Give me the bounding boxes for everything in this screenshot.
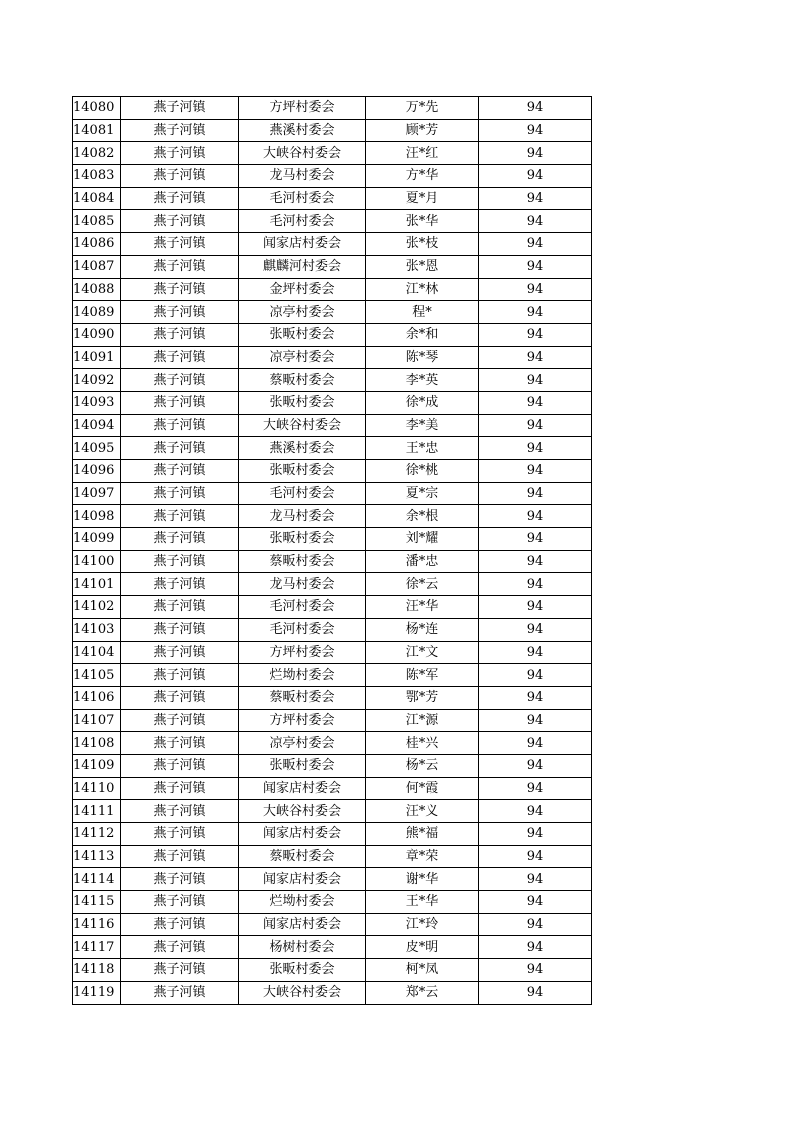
cell-village: 蔡畈村委会 xyxy=(239,550,366,573)
cell-name: 杨*连 xyxy=(366,618,479,641)
table-row xyxy=(73,641,592,664)
cell-town: 燕子河镇 xyxy=(121,369,239,392)
cell-village: 毛河村委会 xyxy=(239,187,366,210)
cell-name: 柯*凤 xyxy=(366,959,479,982)
table-row xyxy=(73,550,592,573)
cell-town: 燕子河镇 xyxy=(121,981,239,1004)
cell-village: 张畈村委会 xyxy=(239,959,366,982)
cell-village: 大峡谷村委会 xyxy=(239,414,366,437)
cell-village: 凉亭村委会 xyxy=(239,301,366,324)
cell-id: 14107 xyxy=(73,709,121,732)
cell-name: 程* xyxy=(366,301,479,324)
table-row xyxy=(73,732,592,755)
table-row xyxy=(73,187,592,210)
cell-id: 14093 xyxy=(73,391,121,414)
table-row xyxy=(73,391,592,414)
cell-id: 14117 xyxy=(73,936,121,959)
cell-town: 燕子河镇 xyxy=(121,142,239,165)
table-row xyxy=(73,891,592,914)
cell-id: 14102 xyxy=(73,596,121,619)
cell-score: 94 xyxy=(479,618,592,641)
cell-village: 张畈村委会 xyxy=(239,323,366,346)
table-row xyxy=(73,437,592,460)
cell-town: 燕子河镇 xyxy=(121,709,239,732)
cell-name: 徐*云 xyxy=(366,573,479,596)
cell-id: 14085 xyxy=(73,210,121,233)
cell-village: 燕溪村委会 xyxy=(239,119,366,142)
cell-id: 14088 xyxy=(73,278,121,301)
cell-town: 燕子河镇 xyxy=(121,664,239,687)
cell-town: 燕子河镇 xyxy=(121,97,239,120)
table-body xyxy=(73,97,592,1005)
cell-town: 燕子河镇 xyxy=(121,777,239,800)
table-row xyxy=(73,233,592,256)
cell-score: 94 xyxy=(479,845,592,868)
table-row xyxy=(73,278,592,301)
cell-name: 鄂*芳 xyxy=(366,686,479,709)
cell-town: 燕子河镇 xyxy=(121,913,239,936)
cell-town: 燕子河镇 xyxy=(121,233,239,256)
cell-town: 燕子河镇 xyxy=(121,868,239,891)
cell-score: 94 xyxy=(479,278,592,301)
cell-village: 烂坳村委会 xyxy=(239,891,366,914)
cell-score: 94 xyxy=(479,891,592,914)
cell-town: 燕子河镇 xyxy=(121,505,239,528)
cell-id: 14119 xyxy=(73,981,121,1004)
cell-village: 蔡畈村委会 xyxy=(239,369,366,392)
cell-score: 94 xyxy=(479,664,592,687)
cell-village: 毛河村委会 xyxy=(239,482,366,505)
cell-village: 张畈村委会 xyxy=(239,460,366,483)
cell-id: 14090 xyxy=(73,323,121,346)
cell-name: 顾*芳 xyxy=(366,119,479,142)
cell-score: 94 xyxy=(479,119,592,142)
table-row xyxy=(73,255,592,278)
cell-town: 燕子河镇 xyxy=(121,414,239,437)
cell-score: 94 xyxy=(479,301,592,324)
cell-name: 江*林 xyxy=(366,278,479,301)
cell-name: 何*霞 xyxy=(366,777,479,800)
cell-score: 94 xyxy=(479,165,592,188)
cell-score: 94 xyxy=(479,505,592,528)
cell-town: 燕子河镇 xyxy=(121,686,239,709)
cell-id: 14084 xyxy=(73,187,121,210)
cell-id: 14098 xyxy=(73,505,121,528)
cell-name: 陈*琴 xyxy=(366,346,479,369)
cell-town: 燕子河镇 xyxy=(121,573,239,596)
cell-name: 李*英 xyxy=(366,369,479,392)
cell-score: 94 xyxy=(479,323,592,346)
cell-village: 金坪村委会 xyxy=(239,278,366,301)
cell-name: 张*恩 xyxy=(366,255,479,278)
cell-village: 龙马村委会 xyxy=(239,165,366,188)
table-row xyxy=(73,528,592,551)
cell-score: 94 xyxy=(479,686,592,709)
cell-name: 王*华 xyxy=(366,891,479,914)
cell-id: 14105 xyxy=(73,664,121,687)
cell-town: 燕子河镇 xyxy=(121,278,239,301)
table-row xyxy=(73,913,592,936)
cell-town: 燕子河镇 xyxy=(121,346,239,369)
cell-village: 大峡谷村委会 xyxy=(239,142,366,165)
cell-id: 14118 xyxy=(73,959,121,982)
cell-id: 14112 xyxy=(73,823,121,846)
cell-id: 14111 xyxy=(73,800,121,823)
cell-town: 燕子河镇 xyxy=(121,482,239,505)
cell-id: 14116 xyxy=(73,913,121,936)
cell-score: 94 xyxy=(479,777,592,800)
cell-name: 皮*明 xyxy=(366,936,479,959)
cell-score: 94 xyxy=(479,233,592,256)
cell-id: 14113 xyxy=(73,845,121,868)
cell-village: 龙马村委会 xyxy=(239,505,366,528)
cell-village: 毛河村委会 xyxy=(239,596,366,619)
cell-name: 徐*桃 xyxy=(366,460,479,483)
table-row xyxy=(73,369,592,392)
table-row xyxy=(73,777,592,800)
table-row xyxy=(73,596,592,619)
table-row xyxy=(73,686,592,709)
cell-id: 14106 xyxy=(73,686,121,709)
table-row xyxy=(73,460,592,483)
cell-score: 94 xyxy=(479,641,592,664)
table-row xyxy=(73,845,592,868)
cell-village: 闻家店村委会 xyxy=(239,913,366,936)
table-row xyxy=(73,414,592,437)
cell-town: 燕子河镇 xyxy=(121,165,239,188)
cell-town: 燕子河镇 xyxy=(121,959,239,982)
cell-id: 14114 xyxy=(73,868,121,891)
cell-id: 14094 xyxy=(73,414,121,437)
cell-score: 94 xyxy=(479,732,592,755)
cell-town: 燕子河镇 xyxy=(121,391,239,414)
cell-town: 燕子河镇 xyxy=(121,845,239,868)
cell-id: 14096 xyxy=(73,460,121,483)
cell-score: 94 xyxy=(479,981,592,1004)
cell-village: 蔡畈村委会 xyxy=(239,845,366,868)
cell-score: 94 xyxy=(479,414,592,437)
table-row xyxy=(73,323,592,346)
cell-name: 汪*红 xyxy=(366,142,479,165)
table-row xyxy=(73,346,592,369)
cell-village: 闻家店村委会 xyxy=(239,777,366,800)
table-row xyxy=(73,165,592,188)
cell-score: 94 xyxy=(479,709,592,732)
cell-village: 方坪村委会 xyxy=(239,641,366,664)
cell-name: 江*源 xyxy=(366,709,479,732)
cell-name: 江*玲 xyxy=(366,913,479,936)
cell-name: 杨*云 xyxy=(366,754,479,777)
cell-score: 94 xyxy=(479,97,592,120)
cell-id: 14080 xyxy=(73,97,121,120)
cell-name: 夏*宗 xyxy=(366,482,479,505)
cell-village: 张畈村委会 xyxy=(239,528,366,551)
cell-score: 94 xyxy=(479,528,592,551)
table-row xyxy=(73,505,592,528)
cell-name: 夏*月 xyxy=(366,187,479,210)
cell-town: 燕子河镇 xyxy=(121,936,239,959)
cell-town: 燕子河镇 xyxy=(121,255,239,278)
cell-name: 徐*成 xyxy=(366,391,479,414)
table-row xyxy=(73,868,592,891)
cell-name: 潘*忠 xyxy=(366,550,479,573)
cell-score: 94 xyxy=(479,142,592,165)
cell-name: 张*华 xyxy=(366,210,479,233)
table-row xyxy=(73,754,592,777)
cell-name: 郑*云 xyxy=(366,981,479,1004)
cell-score: 94 xyxy=(479,460,592,483)
cell-name: 桂*兴 xyxy=(366,732,479,755)
cell-town: 燕子河镇 xyxy=(121,732,239,755)
table-row xyxy=(73,981,592,1004)
cell-village: 闻家店村委会 xyxy=(239,868,366,891)
cell-id: 14092 xyxy=(73,369,121,392)
cell-village: 蔡畈村委会 xyxy=(239,686,366,709)
cell-id: 14082 xyxy=(73,142,121,165)
cell-name: 江*文 xyxy=(366,641,479,664)
cell-town: 燕子河镇 xyxy=(121,210,239,233)
cell-name: 余*和 xyxy=(366,323,479,346)
cell-town: 燕子河镇 xyxy=(121,437,239,460)
cell-town: 燕子河镇 xyxy=(121,891,239,914)
cell-score: 94 xyxy=(479,187,592,210)
cell-village: 凉亭村委会 xyxy=(239,732,366,755)
cell-score: 94 xyxy=(479,550,592,573)
cell-village: 烂坳村委会 xyxy=(239,664,366,687)
cell-id: 14110 xyxy=(73,777,121,800)
table-row xyxy=(73,97,592,120)
cell-village: 方坪村委会 xyxy=(239,709,366,732)
cell-town: 燕子河镇 xyxy=(121,823,239,846)
cell-score: 94 xyxy=(479,936,592,959)
cell-town: 燕子河镇 xyxy=(121,596,239,619)
cell-village: 方坪村委会 xyxy=(239,97,366,120)
cell-score: 94 xyxy=(479,210,592,233)
cell-village: 张畈村委会 xyxy=(239,754,366,777)
cell-name: 熊*福 xyxy=(366,823,479,846)
cell-village: 闻家店村委会 xyxy=(239,823,366,846)
cell-name: 谢*华 xyxy=(366,868,479,891)
cell-id: 14083 xyxy=(73,165,121,188)
table-row xyxy=(73,119,592,142)
cell-id: 14081 xyxy=(73,119,121,142)
table-row xyxy=(73,618,592,641)
cell-village: 张畈村委会 xyxy=(239,391,366,414)
cell-village: 龙马村委会 xyxy=(239,573,366,596)
cell-village: 大峡谷村委会 xyxy=(239,800,366,823)
cell-score: 94 xyxy=(479,437,592,460)
cell-score: 94 xyxy=(479,573,592,596)
cell-id: 14103 xyxy=(73,618,121,641)
cell-name: 汪*华 xyxy=(366,596,479,619)
data-table xyxy=(72,96,592,1005)
cell-id: 14095 xyxy=(73,437,121,460)
table-row xyxy=(73,482,592,505)
cell-score: 94 xyxy=(479,913,592,936)
table-row xyxy=(73,573,592,596)
cell-score: 94 xyxy=(479,823,592,846)
cell-id: 14087 xyxy=(73,255,121,278)
cell-score: 94 xyxy=(479,800,592,823)
cell-village: 凉亭村委会 xyxy=(239,346,366,369)
cell-town: 燕子河镇 xyxy=(121,754,239,777)
cell-score: 94 xyxy=(479,596,592,619)
cell-score: 94 xyxy=(479,255,592,278)
table-row xyxy=(73,301,592,324)
cell-village: 毛河村委会 xyxy=(239,618,366,641)
cell-name: 余*根 xyxy=(366,505,479,528)
cell-town: 燕子河镇 xyxy=(121,301,239,324)
cell-id: 14104 xyxy=(73,641,121,664)
table-row xyxy=(73,142,592,165)
cell-name: 张*枝 xyxy=(366,233,479,256)
table-row xyxy=(73,959,592,982)
cell-name: 王*忠 xyxy=(366,437,479,460)
cell-town: 燕子河镇 xyxy=(121,550,239,573)
cell-score: 94 xyxy=(479,346,592,369)
cell-score: 94 xyxy=(479,959,592,982)
cell-village: 毛河村委会 xyxy=(239,210,366,233)
cell-id: 14099 xyxy=(73,528,121,551)
cell-town: 燕子河镇 xyxy=(121,323,239,346)
cell-village: 燕溪村委会 xyxy=(239,437,366,460)
cell-village: 杨树村委会 xyxy=(239,936,366,959)
table-row xyxy=(73,709,592,732)
cell-score: 94 xyxy=(479,391,592,414)
cell-name: 章*荣 xyxy=(366,845,479,868)
cell-name: 万*先 xyxy=(366,97,479,120)
cell-id: 14115 xyxy=(73,891,121,914)
table-row xyxy=(73,210,592,233)
cell-name: 刘*耀 xyxy=(366,528,479,551)
cell-town: 燕子河镇 xyxy=(121,641,239,664)
cell-town: 燕子河镇 xyxy=(121,187,239,210)
cell-town: 燕子河镇 xyxy=(121,460,239,483)
cell-score: 94 xyxy=(479,482,592,505)
cell-town: 燕子河镇 xyxy=(121,528,239,551)
cell-name: 汪*义 xyxy=(366,800,479,823)
cell-id: 14086 xyxy=(73,233,121,256)
cell-town: 燕子河镇 xyxy=(121,618,239,641)
cell-id: 14097 xyxy=(73,482,121,505)
table-row xyxy=(73,664,592,687)
cell-score: 94 xyxy=(479,754,592,777)
table-row xyxy=(73,800,592,823)
cell-score: 94 xyxy=(479,369,592,392)
cell-id: 14089 xyxy=(73,301,121,324)
cell-id: 14109 xyxy=(73,754,121,777)
cell-town: 燕子河镇 xyxy=(121,119,239,142)
cell-name: 李*美 xyxy=(366,414,479,437)
cell-score: 94 xyxy=(479,868,592,891)
cell-name: 陈*军 xyxy=(366,664,479,687)
table-row xyxy=(73,936,592,959)
cell-name: 方*华 xyxy=(366,165,479,188)
cell-id: 14108 xyxy=(73,732,121,755)
cell-village: 大峡谷村委会 xyxy=(239,981,366,1004)
cell-id: 14101 xyxy=(73,573,121,596)
cell-village: 麒麟河村委会 xyxy=(239,255,366,278)
table-row xyxy=(73,823,592,846)
cell-town: 燕子河镇 xyxy=(121,800,239,823)
cell-village: 闻家店村委会 xyxy=(239,233,366,256)
cell-id: 14100 xyxy=(73,550,121,573)
cell-id: 14091 xyxy=(73,346,121,369)
